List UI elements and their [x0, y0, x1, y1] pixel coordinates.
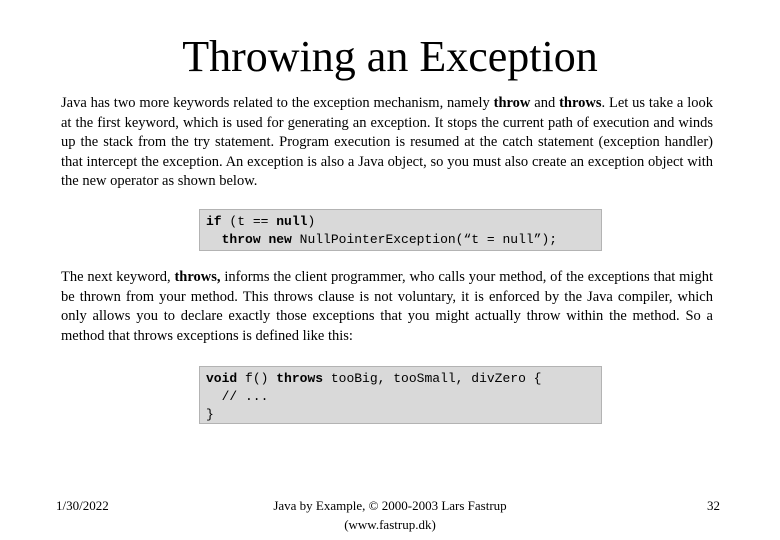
- code-close-brace: }: [206, 407, 214, 422]
- code-indent: [206, 232, 222, 247]
- throws-keyword: throws: [559, 95, 602, 111]
- code-if-condition: (t ==: [221, 214, 277, 229]
- throws-text-b: informs the client programmer, who calls your method, of the exceptions that might be thrown from your method. This throws clause is not voluntary, it is enforced by the Java compiler, which only allows you to declare exactly those exceptions that you might actually throw within the method. So a method that throws exceptions is defined like this:: [61, 269, 713, 344]
- code-comment: // ...: [206, 389, 269, 404]
- code-method-name: f(): [237, 371, 277, 386]
- intro-text-b: . Let us take a look at the first keyword, which is used for generating an exception. It stops the current path of execution and winds up the stack from the try statement. Program execution is resumed at the catch statement (exception handler) that intercept the exception. An exception is also a Java object, so you must also create an exception object with the new operator as shown below.: [61, 95, 713, 189]
- throw-code-block: [199, 209, 602, 251]
- throws-keyword-2: throws,: [174, 269, 221, 285]
- code-throws-keyword: throws: [276, 371, 324, 386]
- code-exception-ctor: NullPointerException(“t = null”);: [291, 232, 558, 247]
- throw-keyword: throw: [493, 95, 531, 111]
- footer-copyright-line1: Java by Example, © 2000-2003 Lars Fastrup: [273, 498, 507, 513]
- throws-paragraph: [61, 268, 713, 346]
- footer-copyright-line2: (www.fastrup.dk): [344, 517, 436, 532]
- code-new-keyword: new: [268, 232, 292, 247]
- page-number: 32: [707, 498, 720, 513]
- code-exception-list: tooBig, tooSmall, divZero {: [323, 371, 542, 386]
- throws-code-block: [199, 366, 602, 424]
- code-if-close: ): [307, 214, 316, 229]
- code-void-keyword: void: [206, 371, 238, 386]
- slide-title: Throwing an Exception: [182, 32, 598, 81]
- code-if-keyword: if: [206, 214, 222, 229]
- intro-paragraph: [61, 94, 713, 192]
- intro-text-a: Java has two more keywords related to the exception mechanism, namely: [61, 95, 494, 111]
- throws-text-a: The next keyword,: [61, 269, 175, 285]
- intro-text-and: and: [530, 95, 560, 111]
- footer-copyright: [230, 496, 550, 534]
- footer-date: 1/30/2022: [56, 498, 109, 513]
- code-null-keyword: null: [276, 214, 308, 229]
- code-throw-keyword: throw: [221, 232, 261, 247]
